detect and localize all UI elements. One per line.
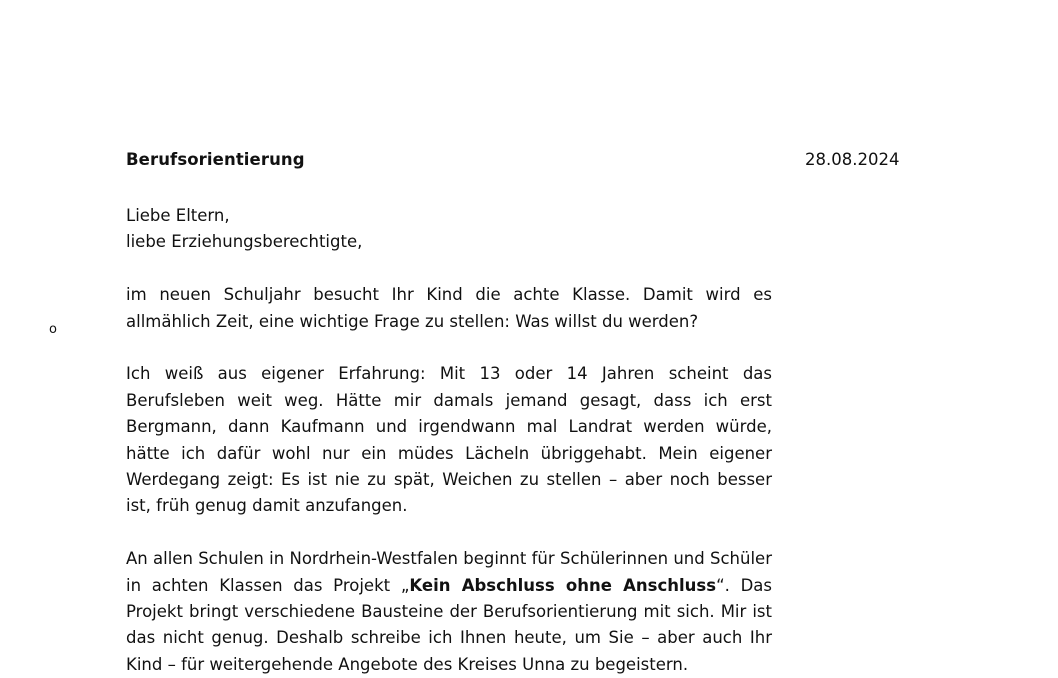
paragraph-project: [126, 546, 772, 678]
letter-subject: Berufsorientierung: [126, 150, 305, 169]
project-name: Kein Abschluss ohne Anschluss: [409, 575, 717, 595]
salutation: [126, 203, 772, 256]
letter-date: 28.08.2024: [805, 150, 900, 169]
salutation-line: Liebe Eltern,: [126, 206, 230, 225]
salutation-line: liebe Erziehungsberechtigte,: [126, 232, 363, 252]
paragraph-project-text: “. Das Projekt bringt verschiedene Bausteine der Berufsorientierung mit sich. Mir ist das nicht genug. Deshalb schreibe ich Ihnen heute, um Sie – aber auch Ihr Kind – für weitergehende Angebote des Kreises Unna zu begeistern.: [126, 575, 773, 674]
paragraph-experience: Ich weiß aus eigener Erfahrung: Mit 13 oder 14 Jahren scheint das Berufsleben weit weg. Hätte mir damals jemand gesagt, dass ich erst Bergmann, dann Kaufmann und irgendwann mal Landrat werden würde, hätte ich dafür wohl nur ein müdes Lächeln übriggehabt. Mein eigener Werdegang zeigt: Es ist nie zu spät, Weichen zu stellen – aber noch besser ist, früh genug damit anzufangen.: [126, 364, 772, 516]
letter-body: [126, 203, 772, 678]
paragraph-intro: im neuen Schuljahr besucht Ihr Kind die achte Klasse. Damit wird es allmählich Zeit, eine wichtige Frage zu stellen: Was willst du werden?: [126, 285, 772, 331]
margin-marker: o: [49, 322, 57, 337]
paragraph-project-text: An allen Schulen in Nordrhein-Westfalen beginnt für Schülerinnen und Schüler in achten Klassen das Projekt „: [126, 549, 772, 595]
